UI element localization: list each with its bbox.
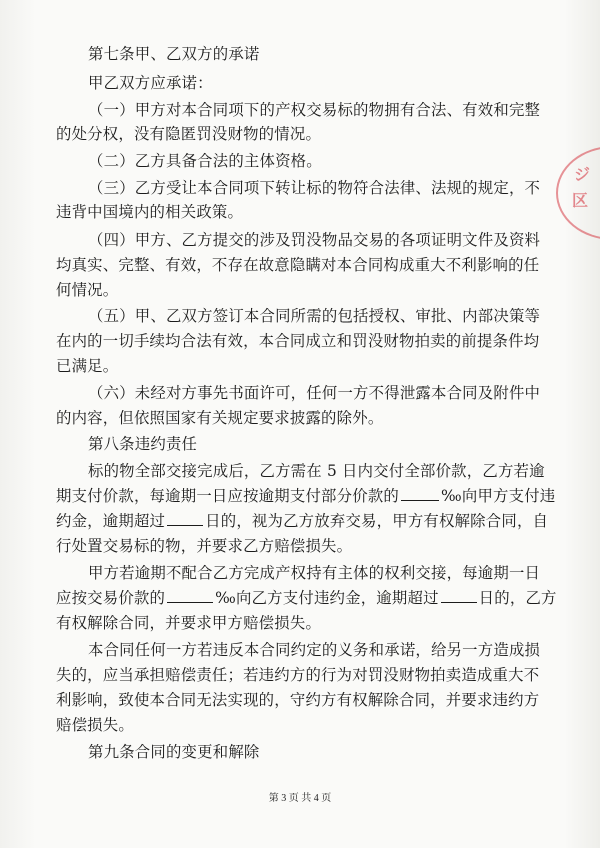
text-segment: 应按交易价款的 [56,589,166,607]
paragraph-line: 在内的一切手续均合法有效，本合同成立和罚没财物拍卖的前提条件均 [56,332,540,350]
blank-line [167,511,203,526]
paragraph-line: 失的，应当承担赔偿责任；若违约方的行为对罚没财物拍卖造成重大不 [56,666,540,684]
blank-line [167,588,213,603]
paragraph-line: 何情况。 [56,281,119,299]
paragraph-line [56,486,555,506]
text-segment: ‰向乙方支付违约金，逾期超过 [215,589,439,607]
text-segment: 日的，乙方 [478,589,557,607]
paragraph-line: （四）甲方、乙方提交的涉及罚没物品交易的各项证明文件及资料 [88,231,541,249]
section-heading-8: 第八条违约责任 [88,435,198,453]
paragraph-line: 本合同任何一方若违反本合同约定的义务和承诺，给另一方造成损 [88,641,541,659]
paragraph-line: （五）甲、乙双方签订本合同所需的包括授权、审批、内部决策等 [88,307,541,325]
paragraph-line: （一）甲方对本合同项下的产权交易标的物拥有合法、有效和完整 [88,101,541,119]
text-segment: 日的，视为乙方放弃交易，甲方有权解除合同，自 [205,512,549,530]
seal-mark: ジ [574,165,591,184]
blank-line [401,486,439,501]
page-number: 第 3 页 共 4 页 [268,793,332,804]
paragraph-line: 的内容，但依照国家有关规定要求披露的除外。 [56,409,384,427]
text-segment: ‰向甲方支付违 [441,487,556,505]
text-segment: 期支付价款，每逾期一日应按逾期支付部分价款的 [56,487,399,505]
seal-mark: 区 [572,191,589,210]
paragraph-line: 甲乙双方应承诺： [88,74,213,92]
paragraph-line: 的处分权，没有隐匿罚没财物的情况。 [56,125,322,143]
text-segment: 约金，逾期超过 [56,512,166,530]
section-heading-7: 第七条甲、乙双方的承诺 [88,45,260,63]
paragraph-line: （六）未经对方事先书面许可，任何一方不得泄露本合同及附件中 [88,384,541,402]
paragraph-line: 已满足。 [56,357,119,375]
paragraph-line [56,588,557,608]
paragraph-line: 标的物全部交接完成后，乙方需在 5 日内交付全部价款，乙方若逾 [88,462,545,480]
section-heading-9: 第九条合同的变更和解除 [88,743,260,761]
blank-line [441,588,477,603]
paragraph-line [56,511,548,531]
paragraph-line: 行处置交易标的物，并要求乙方赔偿损失。 [56,537,353,555]
paragraph-line: （二）乙方具备合法的主体资格。 [88,152,322,170]
paragraph-line: 甲方若逾期不配合乙方完成产权持有主体的权利交接，每逾期一日 [88,564,541,582]
paragraph-line: 赔偿损失。 [56,716,134,734]
paragraph-line: 有权解除合同，并要求甲方赔偿损失。 [56,614,322,632]
paragraph-line: 利影响，致使本合同无法实现的，守约方有权解除合同，并要求违约方 [56,691,540,709]
paragraph-line: 均真实、完整、有效，不存在故意隐瞒对本合同构成重大不利影响的任 [56,256,540,274]
paragraph-line: 违背中国境内的相关政策。 [56,203,244,221]
seal-stamp [548,140,600,240]
paragraph-line: （三）乙方受让本合同项下转让标的物符合法律、法规的规定，不 [88,179,541,197]
